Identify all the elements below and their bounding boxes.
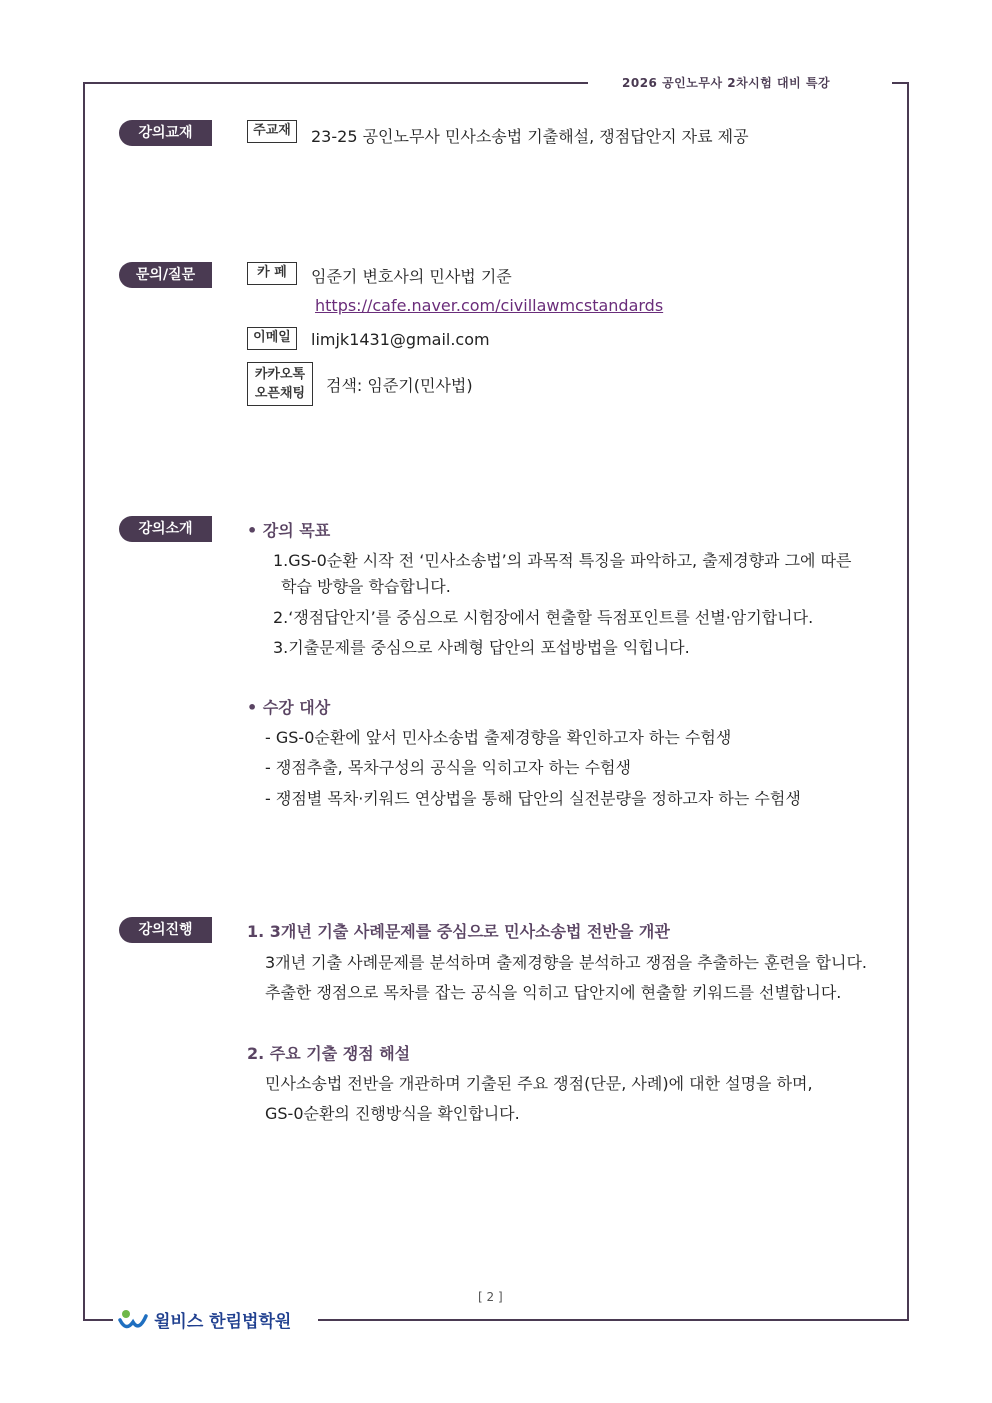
section-label-contact: 문의/질문: [119, 262, 212, 288]
logo-mark-icon: [118, 1308, 148, 1332]
target-item: - 쟁점별 목차·키워드 연상법을 통해 답안의 실전분량을 정하고자 하는 수험생: [265, 789, 801, 808]
kakao-tag-line1: 카카오톡: [254, 367, 306, 382]
textbook-value: 23-25 공인노무사 민사소송법 기출해설, 쟁점답안지 자료 제공: [311, 127, 749, 146]
goal-heading: • 강의 목표: [247, 521, 331, 540]
section-label-intro: 강의소개: [119, 516, 212, 542]
kakao-search-text: 검색: 임준기(민사법): [326, 376, 473, 395]
academy-logo: [118, 1307, 291, 1332]
goal-item: 학습 방향을 학습합니다.: [281, 577, 451, 596]
frame-bottom-border-left: [83, 1319, 113, 1321]
progress-section-2-line: GS-0순환의 진행방식을 확인합니다.: [265, 1104, 520, 1123]
cafe-link[interactable]: https://cafe.naver.com/civillawmcstandards: [315, 296, 664, 315]
frame-left-border: [83, 82, 85, 1320]
section-label-progress: 강의진행: [119, 917, 212, 943]
frame-right-border: [907, 82, 909, 1320]
progress-section-2-line: 민사소송법 전반을 개관하며 기출된 주요 쟁점(단문, 사례)에 대한 설명을 하며,: [265, 1074, 813, 1093]
textbook-tag: 주교재: [247, 120, 297, 143]
goal-item: 2.‘쟁점답안지’를 중심으로 시험장에서 현출할 득점포인트를 선별·암기합니다.: [273, 608, 814, 627]
email-address[interactable]: limjk1431@gmail.com: [311, 330, 490, 349]
frame-bottom-border-right: [318, 1319, 909, 1321]
cafe-name: 임준기 변호사의 민사법 기준: [311, 267, 512, 286]
page-number: [ 2 ]: [478, 1290, 503, 1304]
email-tag: 이메일: [247, 327, 297, 350]
kakao-tag: [247, 362, 313, 406]
frame-top-border: [83, 82, 588, 84]
section-label-textbook: 강의교재: [119, 120, 212, 146]
kakao-tag-line2: 오픈채팅: [254, 386, 306, 401]
header-title: 2026 공인노무사 2차시험 대비 특강: [622, 76, 831, 90]
target-heading: • 수강 대상: [247, 698, 331, 717]
goal-item: 3.기출문제를 중심으로 사례형 답안의 포섭방법을 익힙니다.: [273, 638, 690, 657]
goal-item: 1.GS-0순환 시작 전 ‘민사소송법’의 과목적 특징을 파악하고, 출제경향과 그에 따른: [273, 551, 852, 570]
progress-section-1-title: 1. 3개년 기출 사례문제를 중심으로 민사소송법 전반을 개관: [247, 922, 670, 941]
progress-section-1-line: 추출한 쟁점으로 목차를 잡는 공식을 익히고 답안지에 현출할 키워드를 선별합니다.: [265, 983, 842, 1002]
cafe-tag: 카 페: [247, 262, 297, 285]
target-item: - GS-0순환에 앞서 민사소송법 출제경향을 확인하고자 하는 수험생: [265, 728, 732, 747]
target-item: - 쟁점추출, 목차구성의 공식을 익히고자 하는 수험생: [265, 758, 631, 777]
progress-section-2-title: 2. 주요 기출 쟁점 해설: [247, 1044, 411, 1063]
logo-text: 윌비스 한림법학원: [154, 1312, 292, 1332]
progress-section-1-line: 3개년 기출 사례문제를 분석하며 출제경향을 분석하고 쟁점을 추출하는 훈련을 합니다.: [265, 953, 867, 972]
